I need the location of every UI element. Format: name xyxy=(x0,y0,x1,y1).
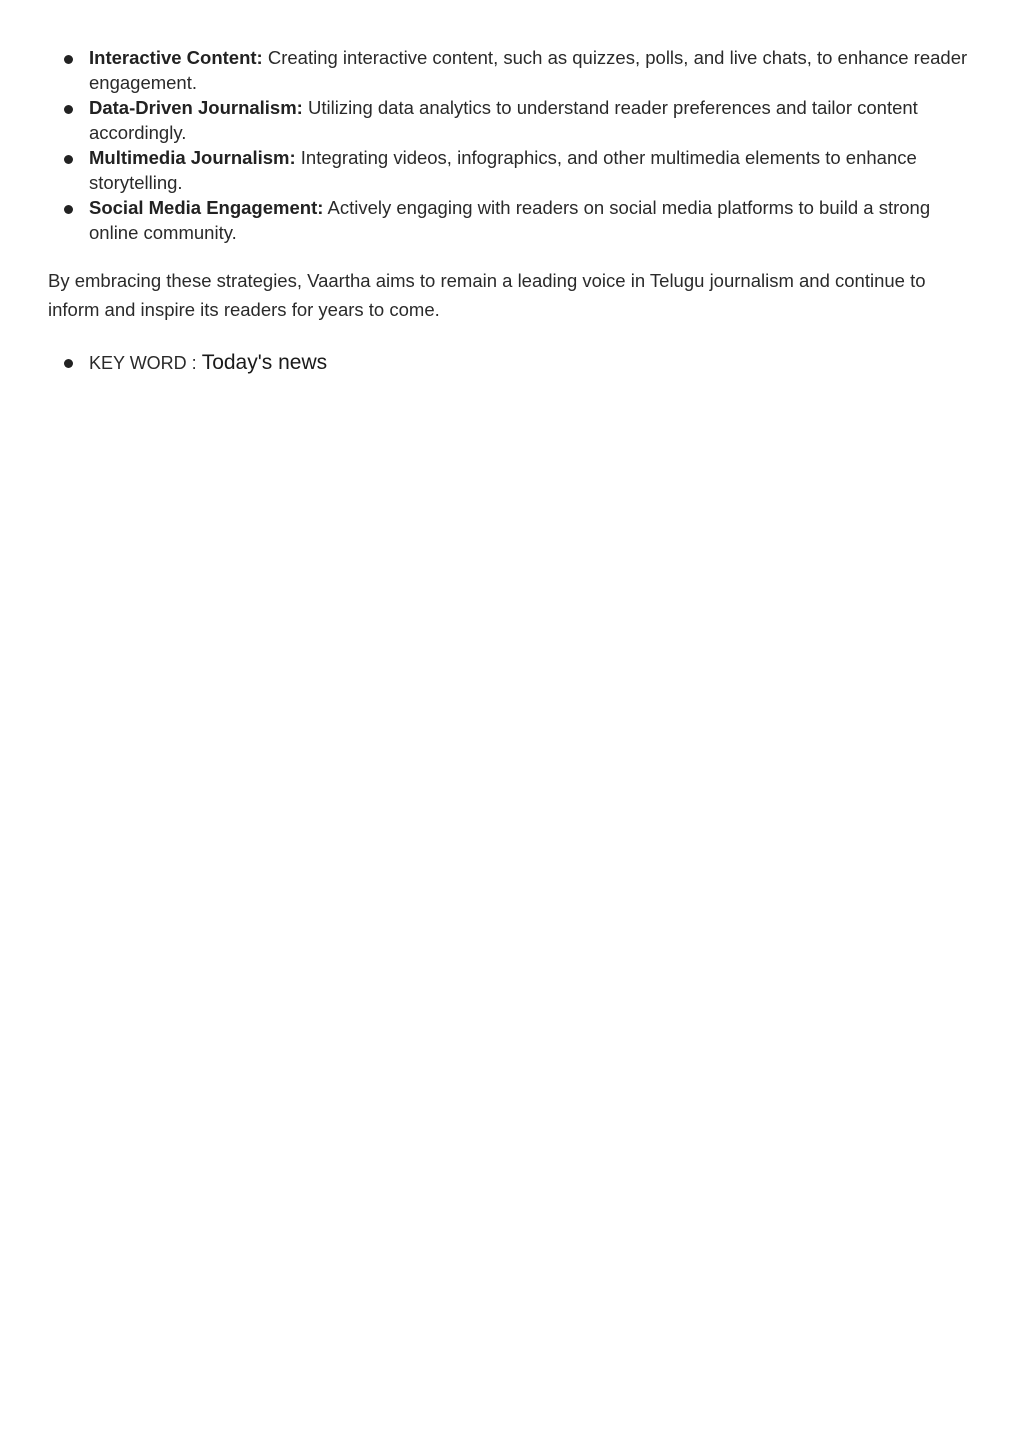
list-item xyxy=(48,146,976,195)
list-item-term: Social Media Engagement: xyxy=(89,197,324,218)
keyword-label: KEY WORD : xyxy=(89,353,197,373)
list-item xyxy=(48,46,976,95)
list-item-text: Creating interactive content, such as quizzes, polls, and live chats, to enhance reader engagement. xyxy=(89,47,968,93)
keyword-list xyxy=(48,350,976,376)
closing-paragraph: By embracing these strategies, Vaartha aims to remain a leading voice in Telugu journalism and continue to inform and inspire its readers for years to come. xyxy=(48,270,926,320)
list-item-term: Interactive Content: xyxy=(89,47,263,68)
list-item-text: Actively engaging with readers on social media platforms to build a strong online community. xyxy=(89,197,931,243)
keyword-item xyxy=(48,350,976,376)
keyword-value: Today's news xyxy=(201,351,328,374)
list-item-text: Utilizing data analytics to understand reader preferences and tailor content accordingly. xyxy=(89,97,918,143)
list-item-text: Integrating videos, infographics, and other multimedia elements to enhance storytelling. xyxy=(89,147,917,193)
list-item-term: Data-Driven Journalism: xyxy=(89,97,303,118)
strategy-list xyxy=(48,46,976,245)
list-item xyxy=(48,96,976,145)
list-item-term: Multimedia Journalism: xyxy=(89,147,296,168)
list-item xyxy=(48,196,976,245)
